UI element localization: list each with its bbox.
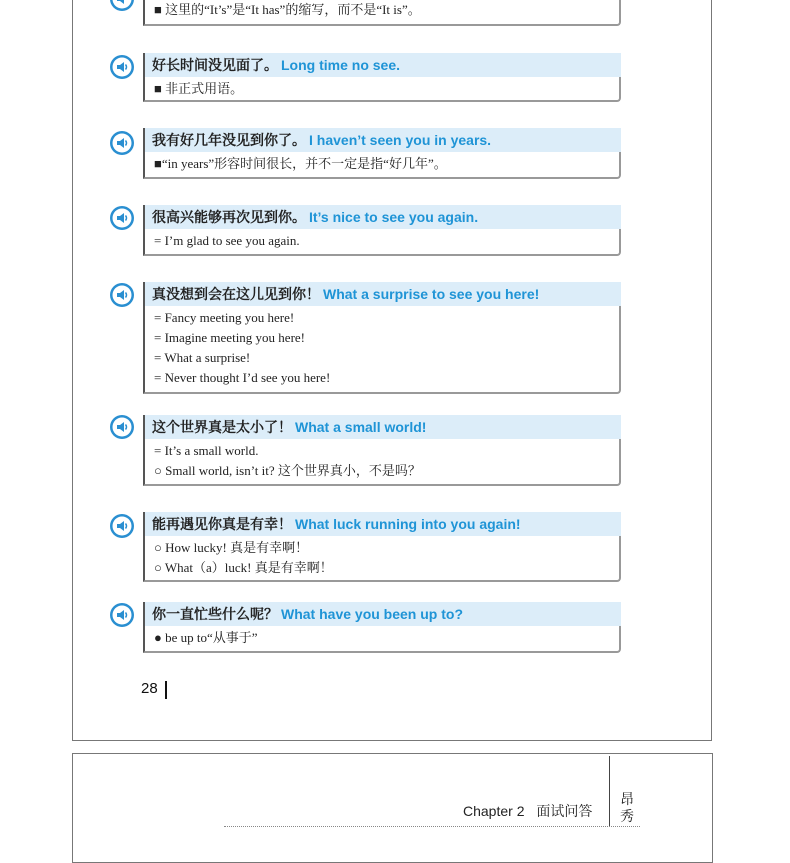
speaker-icon[interactable] [110, 603, 134, 627]
speaker-icon[interactable] [110, 415, 134, 439]
note-box [143, 77, 621, 102]
note-box [143, 306, 621, 394]
note-box [143, 152, 621, 179]
phrase-bar [143, 205, 621, 229]
chinese-phrase: 好长时间没见面了。 [152, 58, 278, 74]
chinese-phrase: 能再遇见你真是有幸！ [152, 517, 292, 533]
note-line: = What a surprise! [154, 350, 251, 365]
phrase-bar [143, 282, 621, 306]
next-page-frame [72, 753, 713, 863]
running-header [463, 801, 592, 821]
speaker-icon[interactable] [110, 0, 134, 11]
chapter-label: Chapter 2 [463, 803, 525, 819]
note-line: ○ What（a）luck! 真是有幸啊！ [154, 560, 333, 575]
english-phrase: What have you been up to? [281, 606, 464, 622]
english-phrase: Long time no see. [281, 57, 401, 73]
phrase-bar [143, 128, 621, 152]
english-phrase: What a surprise to see you here! [323, 286, 540, 302]
note-box [143, 0, 621, 26]
note-line: ■ 这里的“It’s”是“It has”的缩写，而不是“It is”。 [154, 2, 421, 17]
note-line: ● be up to“从事于” [154, 630, 258, 645]
note-box [143, 626, 621, 653]
page-number: 28 [141, 680, 158, 697]
note-line: ○ How lucky! 真是有幸啊！ [154, 540, 309, 555]
brand-char-bottom: 秀 [620, 809, 634, 825]
english-phrase: What a small world! [295, 419, 427, 435]
chinese-phrase: 真没想到会在这儿见到你！ [152, 287, 320, 303]
english-phrase: It’s nice to see you again. [309, 209, 479, 225]
note-line: ■“in years”形容时间很长，并不一定是指“好几年”。 [154, 156, 447, 171]
note-line: = Imagine meeting you here! [154, 330, 305, 345]
note-line: = Never thought I’d see you here! [154, 370, 331, 385]
header-rule [224, 826, 640, 827]
brand-mark [620, 792, 636, 826]
section-label: 面试问答 [536, 803, 593, 819]
note-line: ○ Small world, isn’t it? 这个世界真小，不是吗？ [154, 463, 421, 478]
note-box [143, 229, 621, 256]
speaker-icon[interactable] [110, 514, 134, 538]
note-box [143, 536, 621, 582]
phrase-bar [143, 512, 621, 536]
phrase-bar [143, 53, 621, 77]
phrase-bar [143, 602, 621, 626]
english-phrase: I haven’t seen you in years. [309, 132, 492, 148]
chinese-phrase: 这个世界真是太小了！ [152, 420, 292, 436]
speaker-icon[interactable] [110, 131, 134, 155]
note-box [143, 439, 621, 486]
chinese-phrase: 你一直忙些什么呢？ [152, 607, 278, 623]
speaker-icon[interactable] [110, 55, 134, 79]
header-separator [609, 756, 610, 826]
chinese-phrase: 我有好几年没见到你了。 [152, 133, 306, 149]
english-phrase: What luck running into you again! [295, 516, 521, 532]
note-line: = I’m glad to see you again. [154, 233, 300, 248]
brand-char-top: 昂 [620, 792, 634, 808]
page-number-rule [165, 681, 167, 699]
speaker-icon[interactable] [110, 206, 134, 230]
phrase-bar [143, 415, 621, 439]
note-line: = It’s a small world. [154, 443, 259, 458]
speaker-icon[interactable] [110, 283, 134, 307]
note-line: ■ 非正式用语。 [154, 81, 244, 96]
note-line: = Fancy meeting you here! [154, 310, 295, 325]
chinese-phrase: 很高兴能够再次见到你。 [152, 210, 306, 226]
